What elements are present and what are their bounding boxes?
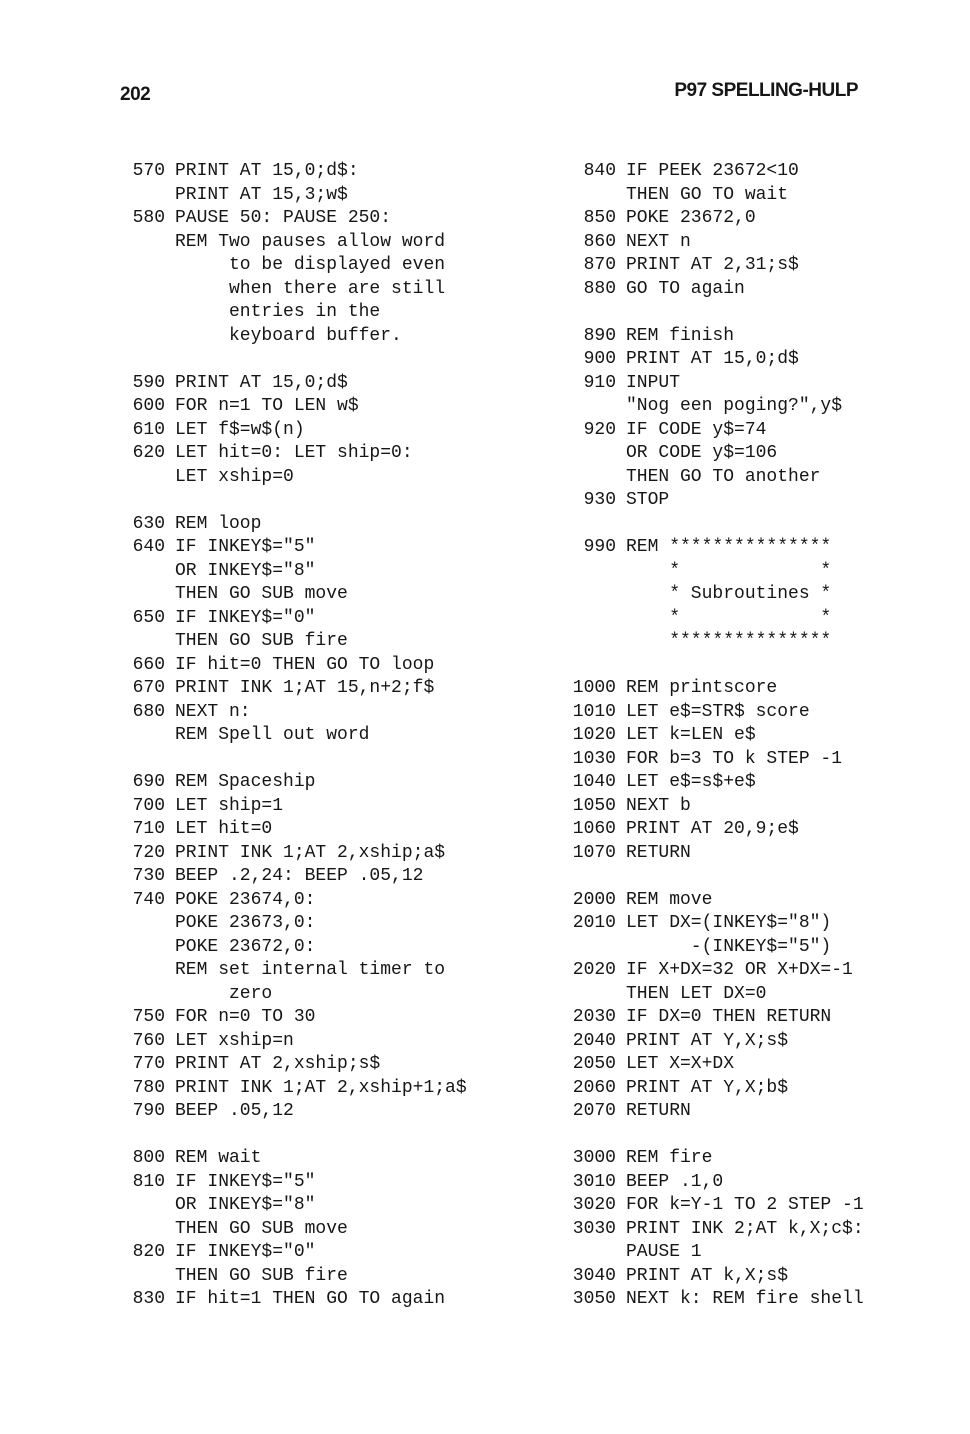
code-line	[540, 889, 970, 913]
code-line	[0, 771, 540, 795]
code-line	[540, 771, 970, 795]
code-text: IF INKEY$="5"	[175, 537, 316, 557]
line-number: 670	[132, 678, 165, 698]
line-number: 630	[132, 513, 165, 534]
code-line	[0, 419, 540, 443]
code-line	[0, 936, 540, 960]
code-text: "Nog een poging?",y$	[626, 396, 843, 416]
code-text: RETURN	[626, 842, 691, 863]
code-text: PRINT INK 1;AT 2,xship;a$	[175, 842, 446, 863]
code-line	[0, 1241, 540, 1265]
code-line	[0, 1147, 540, 1171]
code-line	[0, 748, 540, 772]
code-text: LET k=LEN e$	[626, 725, 756, 745]
code-line	[0, 630, 540, 654]
line-number: 2020	[572, 960, 616, 980]
code-text: PRINT INK 1;AT 2,xship+1;a$	[175, 1077, 467, 1098]
line-number: 820	[132, 1242, 165, 1262]
code-text: GO TO again	[626, 278, 745, 299]
code-listing-left-column	[0, 160, 540, 1312]
code-text: THEN GO SUB move	[175, 584, 348, 604]
line-number: 2070	[572, 1101, 616, 1121]
code-line	[0, 489, 540, 513]
code-line	[0, 795, 540, 819]
code-line	[0, 654, 540, 678]
code-text: ***************	[626, 631, 832, 651]
line-number: 910	[583, 372, 616, 393]
code-text: POKE 23674,0:	[175, 889, 316, 910]
code-text: IF CODE y$=74	[626, 419, 767, 440]
code-line	[540, 1053, 970, 1077]
code-text: THEN GO TO another	[626, 466, 821, 487]
code-line	[0, 278, 540, 302]
code-text: LET X=X+DX	[626, 1054, 735, 1074]
line-number: 600	[132, 396, 165, 416]
code-text: PRINT INK 2;AT k,X;c$:	[626, 1218, 864, 1239]
code-line	[540, 1241, 970, 1265]
code-text: THEN GO SUB fire	[175, 1265, 348, 1286]
line-number: 830	[132, 1289, 165, 1309]
code-line	[0, 207, 540, 231]
line-number: 2030	[572, 1007, 616, 1027]
code-text: REM Two pauses allow word	[175, 231, 446, 252]
code-line	[540, 419, 970, 443]
code-text: PRINT INK 1;AT 15,n+2;f$	[175, 678, 435, 698]
line-number: 840	[583, 161, 616, 181]
code-text: IF INKEY$="0"	[175, 1242, 316, 1262]
code-text: REM loop	[175, 513, 262, 534]
line-number: 3030	[572, 1218, 616, 1239]
page-number: 202	[120, 84, 151, 105]
code-line	[540, 677, 970, 701]
line-number: 590	[132, 372, 165, 393]
code-text: NEXT k: REM fire shell	[626, 1289, 864, 1309]
code-text: PAUSE 1	[626, 1242, 702, 1262]
code-line	[0, 1171, 540, 1195]
line-number: 780	[132, 1077, 165, 1098]
code-line	[540, 1194, 970, 1218]
line-number: 790	[132, 1101, 165, 1121]
code-text: PRINT AT 15,0;d$	[626, 349, 799, 369]
code-text: RETURN	[626, 1101, 691, 1121]
line-number: 3020	[572, 1195, 616, 1215]
code-line	[0, 160, 540, 184]
code-text: NEXT n	[626, 231, 691, 252]
page-title: P97 SPELLING-HULP	[674, 80, 858, 101]
line-number: 1010	[572, 701, 616, 722]
line-number: 1060	[572, 819, 616, 839]
line-number: 800	[132, 1148, 165, 1168]
code-line	[540, 724, 970, 748]
line-number: 760	[132, 1030, 165, 1051]
code-line	[0, 1218, 540, 1242]
code-line	[540, 207, 970, 231]
line-number: 680	[132, 701, 165, 722]
code-line	[0, 677, 540, 701]
line-number: 1020	[572, 725, 616, 745]
code-text: REM Spell out word	[175, 725, 370, 745]
code-text: to be displayed even	[175, 255, 446, 275]
line-number: 2040	[572, 1030, 616, 1051]
code-line	[0, 959, 540, 983]
code-line	[0, 818, 540, 842]
code-line	[540, 160, 970, 184]
line-number: 880	[583, 278, 616, 299]
code-text: THEN GO TO wait	[626, 184, 789, 205]
code-line	[0, 701, 540, 725]
line-number: 570	[132, 161, 165, 181]
code-text: PRINT AT Y,X;b$	[626, 1077, 789, 1098]
code-text: PRINT AT 15,0;d$	[175, 372, 348, 393]
code-text: PRINT AT 20,9;e$	[626, 819, 799, 839]
code-line	[540, 936, 970, 960]
code-listing-right-column	[540, 160, 970, 1312]
code-line	[540, 301, 970, 325]
code-text: INPUT	[626, 372, 681, 393]
code-line	[540, 818, 970, 842]
code-text: REM Spaceship	[175, 772, 316, 792]
code-text: IF hit=0 THEN GO TO loop	[175, 654, 435, 675]
line-number: 2000	[572, 889, 616, 910]
code-text: REM finish	[626, 325, 735, 346]
code-line	[540, 630, 970, 654]
code-text: THEN GO SUB move	[175, 1218, 348, 1239]
line-number: 870	[583, 255, 616, 275]
code-text: LET xship=n	[175, 1030, 294, 1051]
code-line	[0, 983, 540, 1007]
code-line	[540, 395, 970, 419]
code-text: IF INKEY$="0"	[175, 607, 316, 628]
code-text: STOP	[626, 490, 670, 510]
line-number: 3050	[572, 1289, 616, 1309]
code-text: FOR k=Y-1 TO 2 STEP -1	[626, 1195, 864, 1215]
code-line	[0, 325, 540, 349]
code-line	[540, 489, 970, 513]
code-text: FOR n=1 TO LEN w$	[175, 396, 359, 416]
code-line	[540, 842, 970, 866]
line-number: 650	[132, 607, 165, 628]
code-text: IF hit=1 THEN GO TO again	[175, 1289, 446, 1309]
code-line	[540, 607, 970, 631]
code-text: PRINT AT Y,X;s$	[626, 1030, 789, 1051]
code-text: BEEP .2,24: BEEP .05,12	[175, 866, 424, 886]
code-text: REM ***************	[626, 537, 832, 557]
code-line	[540, 442, 970, 466]
code-line	[0, 301, 540, 325]
code-text: THEN GO SUB fire	[175, 631, 348, 651]
code-line	[540, 1265, 970, 1289]
code-line	[540, 701, 970, 725]
code-line	[540, 983, 970, 1007]
code-text: keyboard buffer.	[175, 325, 402, 346]
code-line	[540, 912, 970, 936]
code-text: BEEP .05,12	[175, 1101, 294, 1121]
code-line	[540, 231, 970, 255]
line-number: 2050	[572, 1054, 616, 1074]
line-number: 690	[132, 772, 165, 792]
code-line	[0, 912, 540, 936]
line-number: 860	[583, 231, 616, 252]
line-number: 890	[583, 325, 616, 346]
code-text: LET e$=STR$ score	[626, 701, 810, 722]
code-text: LET hit=0	[175, 819, 273, 839]
code-line	[540, 254, 970, 278]
code-text: zero	[175, 983, 273, 1004]
code-text: OR INKEY$="8"	[175, 1195, 316, 1215]
code-text: LET f$=w$(n)	[175, 419, 305, 440]
code-line	[0, 1194, 540, 1218]
code-line	[0, 254, 540, 278]
code-line	[540, 536, 970, 560]
line-number: 920	[583, 419, 616, 440]
code-text: BEEP .1,0	[626, 1171, 724, 1192]
code-text: FOR n=0 TO 30	[175, 1007, 316, 1027]
code-text: entries in the	[175, 302, 381, 322]
line-number: 580	[132, 208, 165, 228]
code-text: LET DX=(INKEY$="8")	[626, 913, 832, 933]
code-line	[540, 959, 970, 983]
code-line	[0, 1265, 540, 1289]
line-number: 1070	[572, 842, 616, 863]
code-text: PRINT AT 15,0;d$:	[175, 161, 359, 181]
code-text: LET hit=0: LET ship=0:	[175, 443, 413, 463]
line-number: 810	[132, 1171, 165, 1192]
code-text: POKE 23672,0:	[175, 936, 316, 957]
code-line	[540, 654, 970, 678]
line-number: 850	[583, 208, 616, 228]
code-line	[0, 865, 540, 889]
line-number: 700	[132, 795, 165, 816]
code-line	[540, 1147, 970, 1171]
line-number: 1030	[572, 748, 616, 769]
code-line	[540, 1288, 970, 1312]
code-line	[540, 184, 970, 208]
line-number: 2060	[572, 1077, 616, 1098]
code-line	[0, 583, 540, 607]
code-line	[540, 560, 970, 584]
code-text: * Subroutines *	[626, 584, 832, 604]
code-line	[0, 231, 540, 255]
code-text: OR INKEY$="8"	[175, 560, 316, 581]
code-line	[0, 1100, 540, 1124]
code-line	[540, 372, 970, 396]
line-number: 1050	[572, 795, 616, 816]
code-text: REM set internal timer to	[175, 960, 446, 980]
code-line	[0, 184, 540, 208]
line-number: 2010	[572, 913, 616, 933]
code-text: LET ship=1	[175, 795, 284, 816]
code-text: when there are still	[175, 278, 446, 299]
code-text: LET e$=s$+e$	[626, 772, 756, 792]
code-line	[540, 466, 970, 490]
code-line	[0, 607, 540, 631]
code-text: PRINT AT 2,xship;s$	[175, 1054, 381, 1074]
code-text: REM printscore	[626, 678, 778, 698]
code-line	[540, 348, 970, 372]
code-line	[0, 560, 540, 584]
code-line	[0, 536, 540, 560]
line-number: 740	[132, 889, 165, 910]
code-text: PRINT AT k,X;s$	[626, 1265, 789, 1286]
code-line	[0, 1288, 540, 1312]
code-text: NEXT b	[626, 795, 691, 816]
code-line	[0, 466, 540, 490]
code-line	[540, 865, 970, 889]
line-number: 1000	[572, 678, 616, 698]
code-line	[0, 1124, 540, 1148]
code-line	[0, 1006, 540, 1030]
code-line	[0, 513, 540, 537]
code-line	[540, 1171, 970, 1195]
code-text: PRINT AT 2,31;s$	[626, 255, 799, 275]
code-text: PAUSE 50: PAUSE 250:	[175, 208, 392, 228]
line-number: 900	[583, 349, 616, 369]
code-line	[540, 513, 970, 537]
code-text: * *	[626, 607, 832, 628]
code-line	[0, 372, 540, 396]
code-line	[540, 1124, 970, 1148]
code-text: REM fire	[626, 1148, 713, 1168]
code-line	[0, 442, 540, 466]
line-number: 3000	[572, 1148, 616, 1168]
line-number: 3010	[572, 1171, 616, 1192]
code-text: IF INKEY$="5"	[175, 1171, 316, 1192]
code-line	[540, 278, 970, 302]
code-line	[0, 1077, 540, 1101]
code-line	[0, 395, 540, 419]
line-number: 620	[132, 443, 165, 463]
code-text: PRINT AT 15,3;w$	[175, 184, 348, 205]
code-line	[540, 1077, 970, 1101]
line-number: 770	[132, 1054, 165, 1074]
code-text: REM wait	[175, 1148, 262, 1168]
code-text: IF PEEK 23672<10	[626, 161, 799, 181]
code-text: FOR b=3 TO k STEP -1	[626, 748, 843, 769]
code-text: -(INKEY$="5")	[626, 936, 832, 957]
line-number: 660	[132, 654, 165, 675]
code-text: OR CODE y$=106	[626, 443, 778, 463]
line-number: 990	[583, 537, 616, 557]
line-number: 730	[132, 866, 165, 886]
code-line	[0, 889, 540, 913]
line-number: 1040	[572, 772, 616, 792]
line-number: 610	[132, 419, 165, 440]
code-line	[0, 842, 540, 866]
code-line	[540, 583, 970, 607]
code-line	[540, 1006, 970, 1030]
code-line	[540, 1218, 970, 1242]
code-text: LET xship=0	[175, 466, 294, 487]
code-line	[540, 795, 970, 819]
code-text: THEN LET DX=0	[626, 983, 767, 1004]
line-number: 720	[132, 842, 165, 863]
line-number: 750	[132, 1007, 165, 1027]
code-text: POKE 23673,0:	[175, 913, 316, 933]
line-number: 3040	[572, 1265, 616, 1286]
line-number: 710	[132, 819, 165, 839]
code-text: NEXT n:	[175, 701, 251, 722]
code-text: REM move	[626, 889, 713, 910]
code-line	[540, 325, 970, 349]
code-line	[540, 1100, 970, 1124]
code-line	[540, 748, 970, 772]
code-text: POKE 23672,0	[626, 208, 756, 228]
line-number: 640	[132, 537, 165, 557]
code-line	[540, 1030, 970, 1054]
line-number: 930	[583, 490, 616, 510]
code-line	[0, 724, 540, 748]
code-text: * *	[626, 560, 832, 581]
code-line	[0, 1030, 540, 1054]
code-text: IF X+DX=32 OR X+DX=-1	[626, 960, 853, 980]
code-line	[0, 1053, 540, 1077]
code-text: IF DX=0 THEN RETURN	[626, 1007, 832, 1027]
code-line	[0, 348, 540, 372]
